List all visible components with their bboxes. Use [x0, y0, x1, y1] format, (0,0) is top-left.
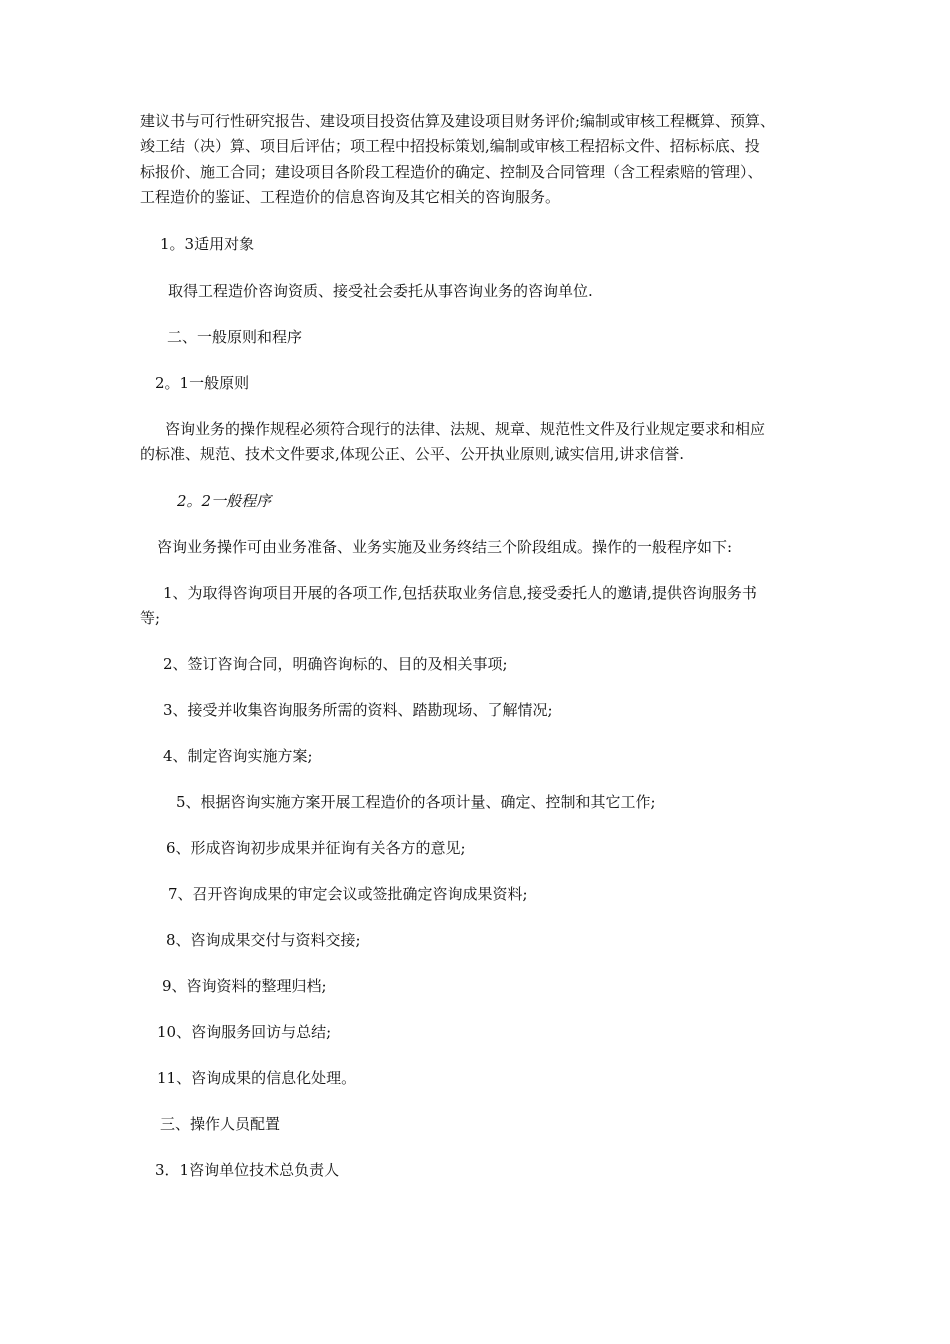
section-2-2-heading: 2。2一般程序: [177, 492, 272, 510]
step-4: 4、制定咨询实施方案;: [163, 747, 313, 765]
step-1-line-1: 1、为取得咨询项目开展的各项工作,包括获取业务信息,接受委托人的邀请,提供咨询服务书: [163, 584, 757, 602]
step-2: 2、签订咨询合同，明确咨询标的、目的及相关事项;: [163, 655, 508, 673]
section-2-heading: 二、一般原则和程序: [167, 328, 303, 346]
step-7: 7、召开咨询成果的审定会议或签批确定咨询成果资料;: [168, 885, 528, 903]
intro-line-1: 建议书与可行性研究报告、建设项目投资估算及建设项目财务评价;编制或审核工程概算、预算、: [140, 112, 776, 130]
step-3: 3、接受并收集咨询服务所需的资料、踏勘现场、了解情况;: [163, 701, 553, 719]
section-3-heading: 三、操作人员配置: [160, 1115, 281, 1133]
step-10: 10、咨询服务回访与总结;: [157, 1023, 332, 1041]
intro-line-3: 标报价、施工合同；建设项目各阶段工程造价的确定、控制及合同管理（含工程索赔的管理）、: [140, 163, 763, 181]
section-2-1-line-1: 咨询业务的操作规程必须符合现行的法律、法规、规章、规范性文件及行业规定要求和相应: [165, 420, 766, 438]
step-9: 9、咨询资料的整理归档;: [162, 977, 327, 995]
section-1-3-text: 取得工程造价咨询资质、接受社会委托从事咨询业务的咨询单位.: [168, 282, 593, 300]
section-3-1-heading: 3．1咨询单位技术总负责人: [155, 1161, 340, 1179]
section-2-1-heading: 2。1一般原则: [155, 374, 250, 392]
section-2-1-line-2: 的标准、规范、技术文件要求,体现公正、公平、公开执业原则,诚实信用,讲求信誉.: [140, 445, 685, 463]
step-11: 11、咨询成果的信息化处理。: [157, 1069, 357, 1087]
intro-line-2: 竣工结（决）算、项目后评估；项工程中招投标策划,编制或审核工程招标文件、招标标底、投: [140, 137, 760, 155]
intro-line-4: 工程造价的鉴证、工程造价的信息咨询及其它相关的咨询服务。: [140, 188, 561, 206]
section-2-2-text: 咨询业务操作可由业务准备、业务实施及业务终结三个阶段组成。操作的一般程序如下:: [157, 538, 733, 556]
step-1-line-2: 等;: [140, 609, 161, 627]
step-6: 6、形成咨询初步成果并征询有关各方的意见;: [166, 839, 466, 857]
step-8: 8、咨询成果交付与资料交接;: [166, 931, 361, 949]
section-1-3-heading: 1。3适用对象: [160, 235, 255, 253]
step-5: 5、根据咨询实施方案开展工程造价的各项计量、确定、控制和其它工作;: [176, 793, 656, 811]
